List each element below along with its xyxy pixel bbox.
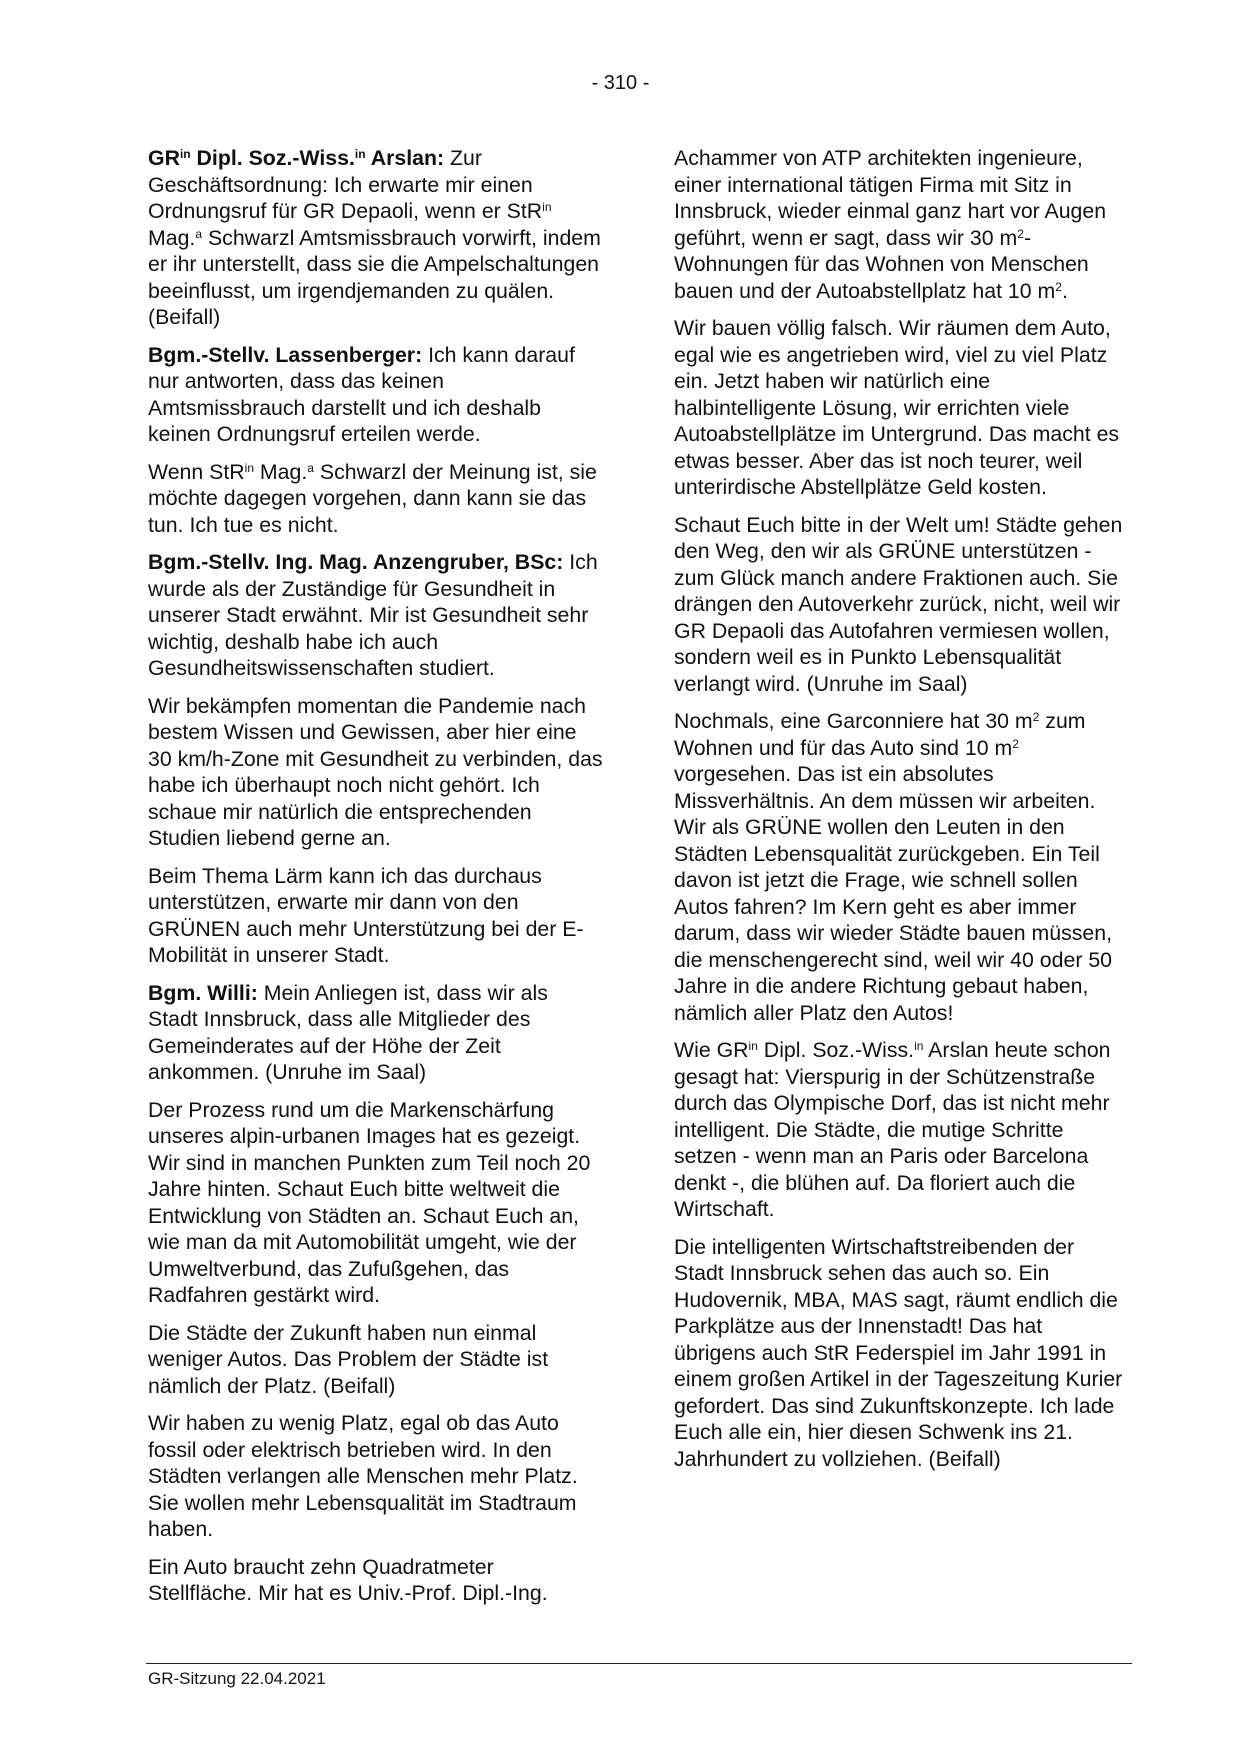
text-run: . [1061,278,1068,303]
superscript: in [748,1039,758,1053]
paragraph [674,315,1129,501]
right-column [674,145,1129,1483]
superscript: 2 [1012,736,1019,751]
paragraph [674,145,1129,304]
text-run: Zur Geschäftsordnung: Ich erwarte mir einen Ordnungsruf für GR Depaoli, wenn er StR [148,146,543,223]
text-run: Wir bekämpfen momentan die Pandemie nach bestem Wissen und Gewissen, aber hier eine 30 km/h-Zone mit Gesundheit zu verbinden, das habe ich überhaupt noch nicht gehört. Ich schaue mir natürlich die entsprechenden Studien liebend gerne an. [148,693,603,850]
paragraph [148,980,603,1086]
paragraph [148,145,603,331]
text-run: -Wohnungen für das Wohnen von Menschen bauen und der Autoabstellplatz hat 10 m [674,225,1089,303]
page-number: - 310 - [591,72,650,94]
text-run: Beim Thema Lärm kann ich das durchaus unterstützen, erwarte mir dann von den GRÜNEN auch mehr Unterstützung bei der E-Mobilität in unserer Stadt. [148,863,584,967]
paragraph [148,342,603,448]
paragraph [148,693,603,852]
paragraph [674,1234,1129,1473]
paragraph [148,1097,603,1309]
superscript: 2 [1055,279,1062,294]
paragraph [148,549,603,682]
footer-session-date: GR-Sitzung 22.04.2021 [148,1669,326,1688]
paragraph [148,863,603,969]
speaker-name: Bgm.-Stellv. Ing. Mag. Anzengruber, BSc: [148,550,564,574]
paragraph [148,459,603,539]
text-run: zum Wohnen und für das Auto sind 10 m [674,709,1086,760]
text-run: Arslan heute schon gesagt hat: Vierspurig in der Schützenstraße durch das Olympische Dorf, das ist nicht mehr intelligent. Die Städte, die mutige Schritte setzen - wenn man an Paris oder Barcelona denkt -, die blühen auf. Da floriert auch die Wirtschaft. [674,1038,1111,1221]
superscript: in [179,147,191,161]
paragraph [674,1037,1129,1223]
superscript: in [914,1039,924,1053]
footer-divider [146,1663,1132,1664]
superscript: in [542,200,552,214]
text-run: Wie GR [674,1038,749,1062]
speaker-name: Bgm.-Stellv. Lassenberger: [148,342,423,367]
text-run: Der Prozess rund um die Markenschärfung unseres alpin-urbanen Images hat es gezeigt. Wir sind in manchen Punkten zum Teil noch 20 Jahre hinten. Schaut Euch bitte weltweit die Entwicklung von Städten an. Schaut Euch an, wie man da mit Automobilität umgeht, wie der Umweltverbund, das Zufußgehen, das Radfahren gestärkt wird. [148,1097,591,1307]
superscript: 2 [1017,226,1024,241]
superscript: in [244,460,255,475]
superscript: a [307,460,314,475]
text-run: Wenn StR [148,459,245,484]
text-run: Mag. [148,225,196,250]
paragraph [148,1554,603,1607]
text-run: Wir haben zu wenig Platz, egal ob das Auto fossil oder elektrisch betrieben wird. In den Städten verlangen alle Menschen mehr Platz. Sie wollen mehr Lebensqualität im Stadtraum haben. [148,1411,578,1541]
text-run: Achammer von ATP architekten ingenieure, einer international tätigen Firma mit Sitz in Innsbruck, wieder einmal ganz hart vor Augen geführt, wenn er sagt, dass wir 30 m [674,146,1107,250]
superscript: a [195,226,203,241]
text-run: Schaut Euch bitte in der Welt um! Städte gehen den Weg, den wir als GRÜNE unterstützen - zum Glück manch andere Fraktionen auch. Sie drängen den Autoverkehr zurück, nicht, weil wir GR Depaoli das Autofahren vermiesen wollen, sondern weil es in Punkto Lebensqualität verlangt wird. (Unruhe im Saal) [674,512,1123,696]
text-run: Ich kann darauf nur antworten, dass das keinen Amtsmissbrauch darstellt und ich deshalb keinen Ordnungsruf erteilen werde. [148,342,575,446]
paragraph [674,512,1129,698]
text-run: Schwarzl der Meinung ist, sie möchte dagegen vorgehen, dann kann sie das tun. Ich tue es nicht. [148,459,597,537]
text-run: Die Städte der Zukunft haben nun einmal weniger Autos. Das Problem der Städte ist nämlich der Platz. (Beifall) [148,1320,549,1398]
text-run: Die intelligenten Wirtschaftstreibenden der Stadt Innsbruck sehen das auch so. Ein Hudovernik, MBA, MAS sagt, räumt endlich die Parkplätze aus der Innenstadt! Das hat übrigens auch StR Federspiel im Jahr 1991 in einem großen Artikel in der Tageszeitung Kurier gefordert. Das sind Zukunftskonzepte. Ich lade Euch alle ein, hier diesen Schwenk ins 21. Jahrhundert zu vollziehen. (Beifall) [674,1234,1123,1471]
text-run: vorgesehen. Das ist ein absolutes Missverhältnis. An dem müssen wir arbeiten. Wir als GRÜNE wollen den Leuten in den Städten Lebensqualität zurückgeben. Ein Teil davon ist jetzt die Frage, wie schnell sollen Autos fahren? Im Kern geht es aber immer darum, dass wir wieder Städte bauen müssen, die menschengerecht sind, weil wir 40 oder 50 Jahre in die andere Richtung gebaut haben, nämlich aller Platz den Autos! [674,762,1113,1025]
text-run: Schwarzl Amtsmissbrauch vorwirft, indem er ihr unterstellt, dass sie die Ampelschaltungen beeinflusst, um irgendjemanden zu quälen. (Beifall) [148,225,601,329]
text-run: Mein Anliegen ist, dass wir als Stadt Innsbruck, dass alle Mitglieder des Gemeinderates auf der Höhe der Zeit ankommen. (Unruhe im Saal) [148,980,548,1084]
paragraph [148,1410,603,1543]
text-run: Nochmals, eine Garconniere hat 30 m [674,709,1033,733]
text-run: Dipl. Soz.-Wiss. [757,1038,915,1062]
paragraph [148,1320,603,1400]
paragraph [674,708,1129,1026]
text-run: Mag. [254,459,308,484]
speaker-name: GR [148,146,180,170]
speaker-name: Arslan: [365,146,445,170]
speaker-name: Dipl. Soz.-Wiss. [190,146,355,170]
left-column [148,145,603,1618]
superscript: in [354,147,366,161]
superscript: 2 [1032,710,1040,724]
text-run: Ein Auto braucht zehn Quadratmeter Stellfläche. Mir hat es Univ.-Prof. Dipl.-Ing. [148,1554,548,1605]
speaker-name: Bgm. Willi: [148,980,258,1005]
text-run: Ich wurde als der Zuständige für Gesundheit in unserer Stadt erwähnt. Mir ist Gesundheit sehr wichtig, deshalb habe ich auch Gesundheitswissenschaften studiert. [148,550,598,680]
text-run: Wir bauen völlig falsch. Wir räumen dem Auto, egal wie es angetrieben wird, viel zu viel Platz ein. Jetzt haben wir natürlich eine halbintelligente Lösung, wir errichten viele Autoabstellplätze im Untergrund. Das macht es etwas besser. Aber das ist noch teurer, weil unterirdische Abstellplätze Geld kosten. [674,316,1120,499]
